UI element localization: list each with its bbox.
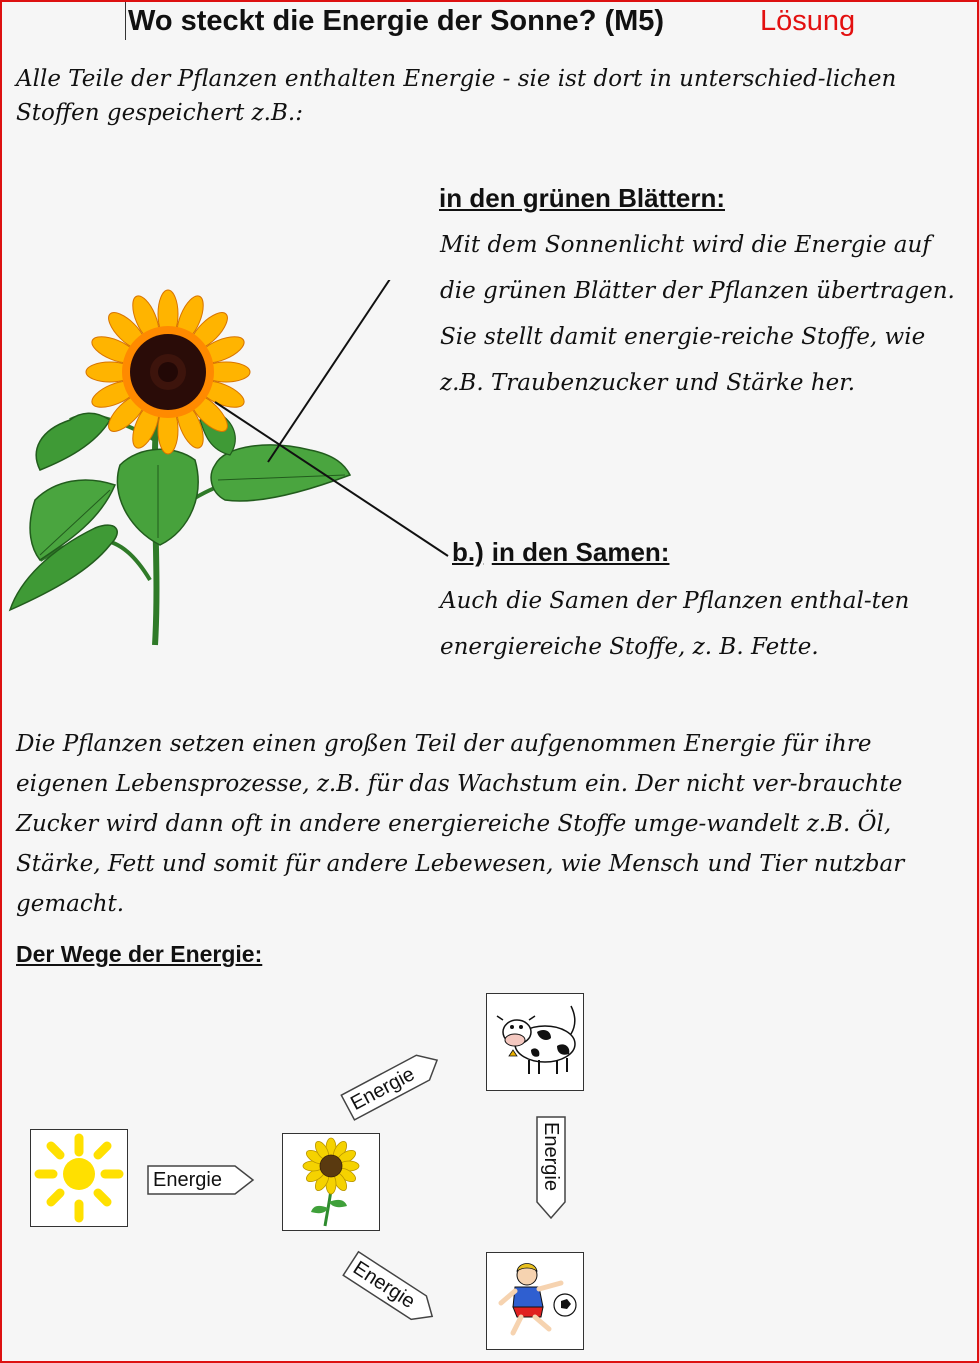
- page-title: Wo steckt die Energie der Sonne? (M5): [125, 2, 728, 40]
- boy-soccer-icon: [487, 1253, 583, 1349]
- energy-arrow-label: Energie: [347, 1063, 419, 1115]
- energy-paragraph: Die Pflanzen setzen einen großen Teil der aufgenommen Energie für ihre eigenen Lebensprozesse, z.B. für das Wachstum ein. Der nicht ver-brauchte Zucker wird dann oft in andere energiereiche Stoffe umge-wandelt z.B. Öl, Stärke, Fett und somit für andere Lebewesen, wie Mensch und Tier nutzbar gemacht.: [16, 731, 905, 917]
- energy-arrow-label: Energie: [349, 1257, 419, 1314]
- energy-path-heading: Der Wege der Energie:: [16, 941, 263, 967]
- seeds-heading-label: in den Samen:: [491, 537, 670, 567]
- seeds-heading: [452, 537, 669, 568]
- solution-label: Lösung: [760, 5, 856, 37]
- cow-icon: [487, 994, 583, 1090]
- seeds-prefix: b.): [452, 537, 484, 567]
- sunflower-illustration: [0, 280, 470, 660]
- child-box: [486, 1252, 584, 1350]
- energy-arrow-sun-to-flower: [147, 1165, 255, 1195]
- sun-icon: [31, 1130, 127, 1226]
- watermark: [966, 1346, 969, 1357]
- flower-box: [282, 1133, 380, 1231]
- energy-arrow-label: Energie: [540, 1122, 562, 1191]
- sunflower-icon: [283, 1134, 379, 1230]
- sun-box: [30, 1129, 128, 1227]
- energy-arrow-label: Energie: [153, 1169, 222, 1191]
- energy-arrow-cow-to-child: [536, 1116, 566, 1220]
- leaves-heading: in den grünen Blättern:: [439, 183, 725, 213]
- seeds-text: Auch die Samen der Pflanzen enthal-ten energiereiche Stoffe, z. B. Fette.: [440, 588, 910, 660]
- cow-box: [486, 993, 584, 1091]
- leaves-text: Mit dem Sonnenlicht wird die Energie auf die grünen Blätter der Pflanzen übertragen. Sie stellt damit energie-reiche Stoffe, wie z.B. Traubenzucker und Stärke her.: [440, 232, 955, 396]
- intro-text: Alle Teile der Pflanzen enthalten Energie - sie ist dort in unterschied-lichen Stoffen gespeichert z.B.:: [16, 66, 897, 126]
